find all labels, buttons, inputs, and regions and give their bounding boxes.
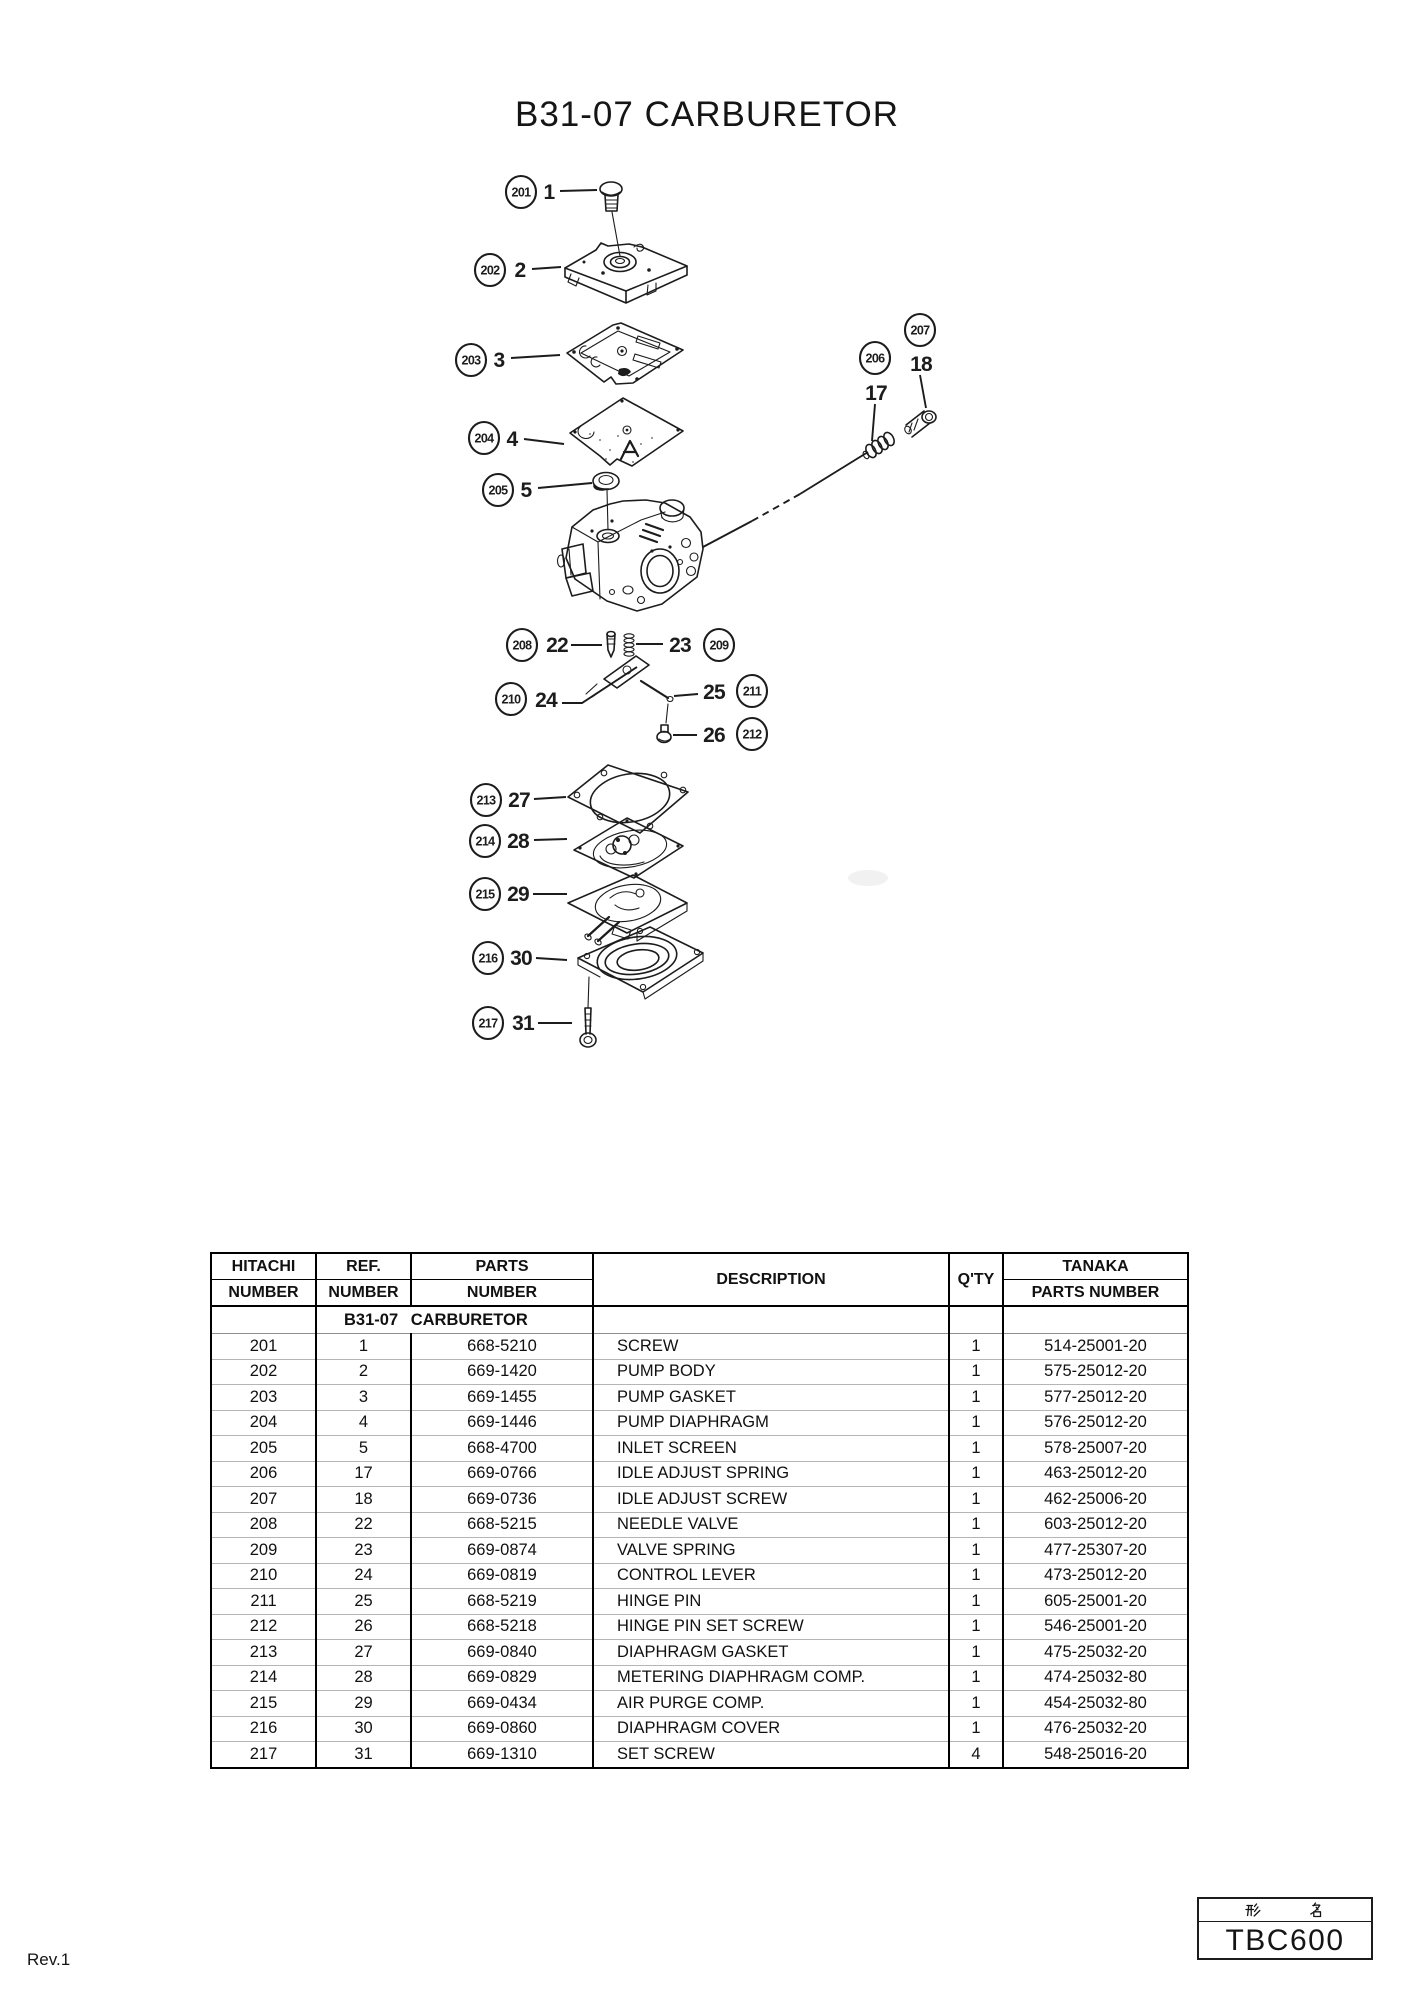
col-header-tanaka-2: PARTS NUMBER — [1003, 1280, 1188, 1307]
table-cell: 548-25016-20 — [1003, 1742, 1188, 1768]
table-cell: 669-0434 — [411, 1691, 593, 1717]
table-cell: HINGE PIN — [593, 1589, 949, 1615]
table-cell: 18 — [316, 1487, 411, 1513]
table-cell: 4 — [316, 1410, 411, 1436]
leader-2 — [532, 267, 561, 269]
callout-203 — [456, 344, 505, 376]
table-cell: 211 — [211, 1589, 316, 1615]
table-cell: 205 — [211, 1436, 316, 1462]
table-cell: 1 — [949, 1512, 1003, 1538]
part-control-lever-24 — [562, 656, 649, 703]
callout-208 — [507, 629, 568, 661]
table-cell: SCREW — [593, 1334, 949, 1360]
table-cell: 669-0736 — [411, 1487, 593, 1513]
table-cell: IDLE ADJUST SCREW — [593, 1487, 949, 1513]
part-hinge-pin-25 — [641, 681, 673, 702]
table-cell: 215 — [211, 1691, 316, 1717]
part-air-purge-29 — [568, 875, 687, 946]
table-cell: 546-25001-20 — [1003, 1614, 1188, 1640]
table-cell: 216 — [211, 1716, 316, 1742]
table-cell: 463-25012-20 — [1003, 1461, 1188, 1487]
leader-5 — [538, 483, 592, 488]
callout-ref: 215 — [475, 887, 495, 902]
item-number: 2 — [514, 259, 526, 282]
item-number: 24 — [535, 689, 557, 712]
part-carburetor-body — [558, 500, 704, 611]
table-row — [211, 1563, 1188, 1589]
table-row — [211, 1716, 1188, 1742]
callout-ref: 212 — [742, 727, 762, 742]
table-cell: HINGE PIN SET SCREW — [593, 1614, 949, 1640]
table-cell: 1 — [949, 1461, 1003, 1487]
callout-ref: 213 — [476, 793, 496, 808]
part-diaphragm-gasket-27 — [568, 765, 688, 833]
table-row — [211, 1410, 1188, 1436]
table-cell: 475-25032-20 — [1003, 1640, 1188, 1666]
kanji-name-icon — [1309, 1902, 1325, 1918]
table-cell: 669-0819 — [411, 1563, 593, 1589]
table-cell: 668-5215 — [411, 1512, 593, 1538]
table-cell: 17 — [316, 1461, 411, 1487]
table-cell: 212 — [211, 1614, 316, 1640]
table-cell: 201 — [211, 1334, 316, 1360]
callout-213 — [471, 784, 530, 816]
leader-18 — [920, 375, 926, 408]
table-cell: 669-0766 — [411, 1461, 593, 1487]
table-cell: NEEDLE VALVE — [593, 1512, 949, 1538]
item-number: 4 — [506, 428, 518, 451]
part-needle-valve-22 — [607, 632, 615, 658]
leader-4 — [524, 439, 564, 444]
table-cell: 24 — [316, 1563, 411, 1589]
callout-216 — [473, 942, 532, 974]
col-header-hitachi: HITACHI — [211, 1253, 316, 1280]
table-cell: 204 — [211, 1410, 316, 1436]
item-number: 5 — [520, 479, 532, 502]
part-set-screw-31 — [580, 977, 596, 1047]
table-cell: 1 — [949, 1487, 1003, 1513]
callout-205 — [483, 474, 533, 506]
table-cell: 210 — [211, 1563, 316, 1589]
callout-209 — [669, 629, 734, 661]
table-cell: 26 — [316, 1614, 411, 1640]
col-header-description: DESCRIPTION — [593, 1253, 949, 1306]
leader-1 — [560, 190, 597, 191]
table-cell: AIR PURGE COMP. — [593, 1691, 949, 1717]
kanji-model-icon — [1245, 1902, 1261, 1918]
table-cell: 1 — [949, 1589, 1003, 1615]
table-cell: 2 — [316, 1359, 411, 1385]
part-diaphragm-cover-30 — [578, 927, 703, 999]
exploded-diagram — [420, 140, 980, 1080]
table-row — [211, 1385, 1188, 1411]
callout-ref: 201 — [511, 185, 531, 200]
col-header-qty: Q'TY — [949, 1253, 1003, 1306]
table-cell: 577-25012-20 — [1003, 1385, 1188, 1411]
table-cell: 1 — [949, 1538, 1003, 1564]
table-cell: 25 — [316, 1589, 411, 1615]
leader-27 — [534, 797, 566, 799]
part-pump-diaphragm-4 — [570, 398, 683, 466]
page-title: B31-07 CARBURETOR — [515, 95, 899, 134]
callout-ref: 208 — [512, 638, 532, 653]
callout-206 — [860, 342, 890, 405]
leader-3 — [511, 355, 560, 358]
table-cell: 214 — [211, 1665, 316, 1691]
table-cell: 203 — [211, 1385, 316, 1411]
callout-ref: 210 — [501, 692, 521, 707]
section-cell-empty — [1003, 1306, 1188, 1334]
part-pump-body-2 — [565, 243, 687, 303]
callout-202 — [475, 254, 526, 286]
item-number: 18 — [910, 353, 932, 376]
callout-207 — [905, 314, 935, 376]
table-cell: 206 — [211, 1461, 316, 1487]
table-cell: 1 — [949, 1716, 1003, 1742]
table-row — [211, 1538, 1188, 1564]
table-cell: 454-25032-80 — [1003, 1691, 1188, 1717]
item-number: 26 — [703, 724, 725, 747]
table-cell: 474-25032-80 — [1003, 1665, 1188, 1691]
revision-label: Rev.1 — [27, 1950, 71, 1969]
callout-212 — [703, 718, 767, 750]
table-cell: 22 — [316, 1512, 411, 1538]
table-cell: VALVE SPRING — [593, 1538, 949, 1564]
callout-ref: 202 — [480, 263, 500, 278]
table-cell: 1 — [949, 1334, 1003, 1360]
table-cell: 669-1420 — [411, 1359, 593, 1385]
table-cell: 1 — [949, 1385, 1003, 1411]
callout-ref: 204 — [474, 431, 494, 446]
table-cell: 473-25012-20 — [1003, 1563, 1188, 1589]
col-header-ref-2: NUMBER — [316, 1280, 411, 1307]
section-cell-empty — [211, 1306, 316, 1334]
callout-215 — [470, 878, 529, 910]
table-row — [211, 1359, 1188, 1385]
table-row — [211, 1589, 1188, 1615]
table-cell: 477-25307-20 — [1003, 1538, 1188, 1564]
table-row — [211, 1487, 1188, 1513]
item-number: 27 — [508, 789, 530, 812]
parts-table — [210, 1252, 1189, 1769]
table-cell: 1 — [316, 1334, 411, 1360]
table-cell: 217 — [211, 1742, 316, 1768]
table-cell: 209 — [211, 1538, 316, 1564]
section-title: B31-07 CARBURETOR — [316, 1306, 593, 1334]
table-cell: 1 — [949, 1665, 1003, 1691]
col-header-parts-2: NUMBER — [411, 1280, 593, 1307]
table-cell: 1 — [949, 1436, 1003, 1462]
part-idle-adjust-screw-18 — [903, 411, 936, 437]
table-row — [211, 1334, 1188, 1360]
callout-211 — [703, 675, 767, 707]
callout-ref: 217 — [478, 1016, 498, 1031]
table-cell: METERING DIAPHRAGM COMP. — [593, 1665, 949, 1691]
part-hinge-pin-set-screw-26 — [657, 704, 671, 743]
table-cell: 669-0840 — [411, 1640, 593, 1666]
leader-25 — [674, 694, 698, 696]
part-inlet-screen-5 — [593, 473, 619, 531]
callout-ref: 214 — [475, 834, 495, 849]
table-cell: 668-4700 — [411, 1436, 593, 1462]
table-cell: 1 — [949, 1410, 1003, 1436]
table-cell: DIAPHRAGM GASKET — [593, 1640, 949, 1666]
item-number: 22 — [546, 634, 568, 657]
table-cell: 29 — [316, 1691, 411, 1717]
table-cell: 3 — [316, 1385, 411, 1411]
table-cell: 1 — [949, 1359, 1003, 1385]
table-cell: 669-1455 — [411, 1385, 593, 1411]
col-header-tanaka: TANAKA — [1003, 1253, 1188, 1280]
leader-idle-assembly-2 — [703, 521, 752, 547]
table-cell: 4 — [949, 1742, 1003, 1768]
scan-smudge — [848, 870, 888, 886]
callout-210 — [496, 683, 558, 715]
table-cell: 213 — [211, 1640, 316, 1666]
table-cell: 476-25032-20 — [1003, 1716, 1188, 1742]
item-number: 25 — [703, 681, 725, 704]
table-cell: 669-1310 — [411, 1742, 593, 1768]
item-number: 17 — [865, 382, 887, 405]
table-cell: 208 — [211, 1512, 316, 1538]
table-cell: 575-25012-20 — [1003, 1359, 1188, 1385]
callout-ref: 207 — [910, 323, 930, 338]
leader-28 — [534, 839, 567, 840]
callout-ref: 203 — [461, 353, 481, 368]
item-number: 30 — [510, 947, 532, 970]
callout-ref: 211 — [742, 684, 762, 699]
table-cell: 462-25006-20 — [1003, 1487, 1188, 1513]
table-cell: PUMP BODY — [593, 1359, 949, 1385]
table-cell: 605-25001-20 — [1003, 1589, 1188, 1615]
item-number: 3 — [493, 349, 505, 372]
callout-ref: 209 — [709, 638, 729, 653]
item-number: 23 — [669, 634, 691, 657]
section-cell-empty — [949, 1306, 1003, 1334]
table-row — [211, 1436, 1188, 1462]
item-number: 28 — [507, 830, 529, 853]
table-cell: 668-5218 — [411, 1614, 593, 1640]
table-row — [211, 1665, 1188, 1691]
leader-idle-assembly-dash — [752, 494, 800, 521]
leader-idle-assembly — [800, 452, 868, 494]
col-header-ref: REF. — [316, 1253, 411, 1280]
callout-ref: 216 — [478, 951, 498, 966]
table-cell: 578-25007-20 — [1003, 1436, 1188, 1462]
table-cell: 202 — [211, 1359, 316, 1385]
section-row — [211, 1306, 1188, 1334]
table-cell: DIAPHRAGM COVER — [593, 1716, 949, 1742]
table-cell: SET SCREW — [593, 1742, 949, 1768]
callout-ref: 205 — [488, 483, 508, 498]
table-cell: 31 — [316, 1742, 411, 1768]
table-cell: INLET SCREEN — [593, 1436, 949, 1462]
table-cell: 27 — [316, 1640, 411, 1666]
col-header-parts: PARTS — [411, 1253, 593, 1280]
table-cell: 668-5210 — [411, 1334, 593, 1360]
table-cell: 669-1446 — [411, 1410, 593, 1436]
part-pump-gasket-3 — [567, 323, 683, 384]
table-cell: PUMP GASKET — [593, 1385, 949, 1411]
table-cell: 1 — [949, 1691, 1003, 1717]
table-cell: 669-0860 — [411, 1716, 593, 1742]
table-cell: 603-25012-20 — [1003, 1512, 1188, 1538]
table-cell: 668-5219 — [411, 1589, 593, 1615]
table-cell: 23 — [316, 1538, 411, 1564]
table-row — [211, 1512, 1188, 1538]
table-cell: PUMP DIAPHRAGM — [593, 1410, 949, 1436]
leader-30 — [536, 958, 567, 960]
table-cell: 514-25001-20 — [1044, 1336, 1147, 1355]
table-cell: 5 — [316, 1436, 411, 1462]
table-row — [211, 1614, 1188, 1640]
model-box — [1197, 1897, 1373, 1960]
table-cell: 1 — [949, 1563, 1003, 1589]
table-cell: 576-25012-20 — [1003, 1410, 1188, 1436]
table-cell: 28 — [316, 1665, 411, 1691]
table-cell: CONTROL LEVER — [593, 1563, 949, 1589]
table-cell: 1 — [949, 1640, 1003, 1666]
table-row — [211, 1640, 1188, 1666]
table-cell: 669-0829 — [411, 1665, 593, 1691]
callout-204 — [469, 422, 519, 454]
col-header-hitachi-2: NUMBER — [211, 1280, 316, 1307]
part-valve-spring-23 — [624, 634, 634, 656]
callout-201 — [506, 176, 556, 208]
model-box-header — [1199, 1899, 1371, 1922]
section-cell-empty — [593, 1306, 949, 1334]
table-cell: 1 — [949, 1614, 1003, 1640]
item-number: 1 — [543, 181, 555, 204]
item-number: 29 — [507, 883, 529, 906]
callout-217 — [473, 1007, 535, 1039]
table-cell: 30 — [316, 1716, 411, 1742]
table-cell: 669-0874 — [411, 1538, 593, 1564]
callout-ref: 206 — [865, 351, 885, 366]
model-number: TBC600 — [1225, 1924, 1345, 1957]
part-idle-adjust-spring-17 — [862, 431, 896, 460]
callout-214 — [470, 825, 530, 857]
table-cell: 207 — [211, 1487, 316, 1513]
leader-17 — [872, 404, 875, 441]
table-row — [211, 1461, 1188, 1487]
table-cell: IDLE ADJUST SPRING — [593, 1461, 949, 1487]
table-row — [211, 1691, 1188, 1717]
table-row — [211, 1742, 1188, 1768]
item-number: 31 — [512, 1012, 534, 1035]
